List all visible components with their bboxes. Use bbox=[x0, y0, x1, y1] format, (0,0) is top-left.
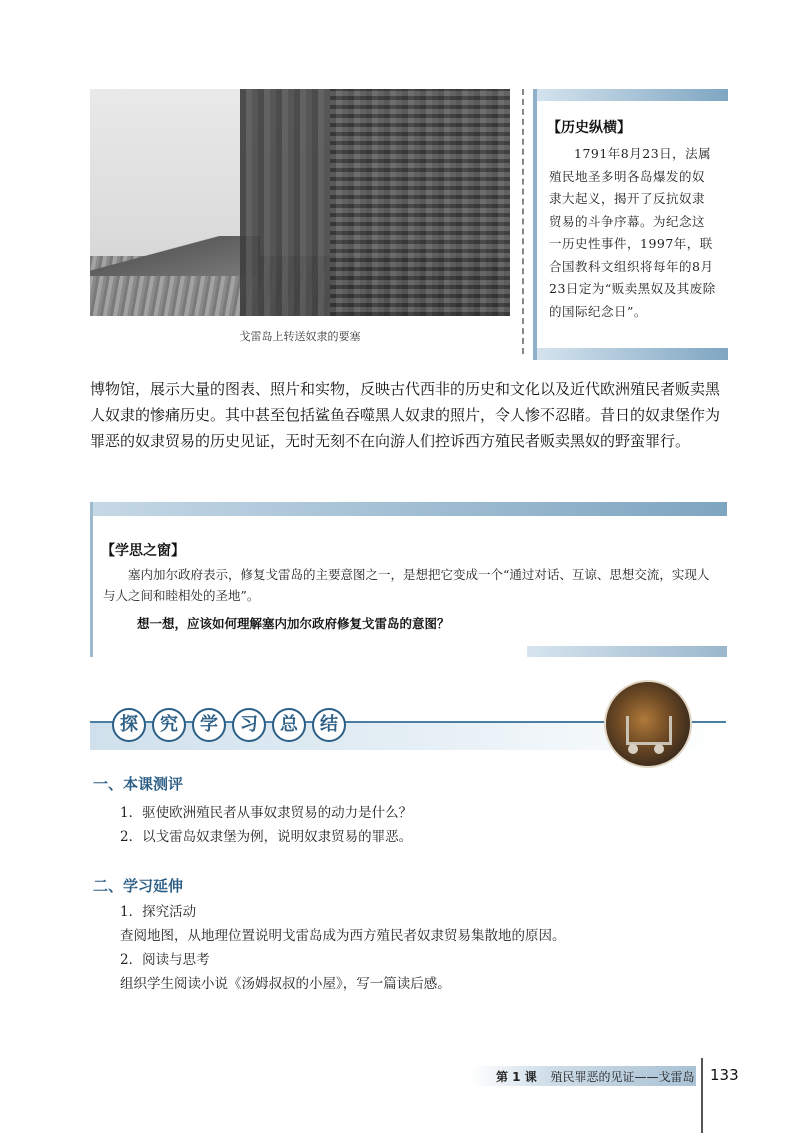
part2-heading: 二、学习延伸 bbox=[93, 877, 184, 895]
footer-divider bbox=[701, 1058, 703, 1133]
part1-item: 1．驱使欧洲殖民者从事奴隶贸易的动力是什么？ bbox=[120, 805, 413, 821]
part2-item: 查阅地图，从地理位置说明戈雷岛成为西方殖民者奴隶贸易集散地的原因。 bbox=[120, 928, 566, 944]
page-number: 133 bbox=[710, 1066, 739, 1084]
part2-item: 1．探究活动 bbox=[120, 904, 197, 920]
part1-heading: 一、本课测评 bbox=[93, 775, 184, 793]
section-char: 总 bbox=[272, 708, 306, 742]
footer-title: 殖民罪恶的见证——戈雷岛 bbox=[550, 1070, 695, 1084]
footer-running-title bbox=[496, 1068, 695, 1085]
mine-cart-photo bbox=[604, 680, 692, 768]
think-box-title: 【学思之窗】 bbox=[101, 543, 185, 559]
part2-item: 2．阅读与思考 bbox=[120, 952, 210, 968]
part2-item: 组织学生阅读小说《汤姆叔叔的小屋》，写一篇读后感。 bbox=[120, 976, 451, 992]
footer-lesson: 第 1 课 bbox=[496, 1070, 537, 1084]
section-title bbox=[112, 708, 346, 742]
main-paragraph: 博物馆，展示大量的图表、照片和实物，反映古代西非的历史和文化以及近代欧洲殖民者贩卖黑人奴隶的惨痛历史。其中甚至包括鲨鱼吞噬黑人奴隶的照片，令人惨不忍睹。昔日的奴隶堡作为罪恶的奴隶贸易的历史见证，无时无刻不在向游人们控诉西方殖民者贩卖黑奴的野蛮罪行。 bbox=[90, 380, 721, 450]
think-box-body: 塞内加尔政府表示，修复戈雷岛的主要意图之一，是想把它变成一个“通过对话、互谅、思想交流，实现人与人之间和睦相处的圣地”。 bbox=[103, 567, 710, 603]
section-char: 究 bbox=[152, 708, 186, 742]
history-box-body: 1791年8月23日，法属殖民地圣多明各岛爆发的奴隶大起义，揭开了反抗奴隶贸易的斗争序幕。为纪念这一历史性事件，1997年，联合国教科文组织将每年的8月23日定为“贩卖黑奴及其废除的国际纪念日”。 bbox=[549, 146, 716, 319]
part1-item: 2．以戈雷岛奴隶堡为例，说明奴隶贸易的罪恶。 bbox=[120, 829, 413, 845]
history-box-title: 【历史纵横】 bbox=[547, 120, 631, 136]
dashed-divider bbox=[522, 89, 524, 354]
history-box bbox=[533, 89, 728, 360]
section-char: 学 bbox=[192, 708, 226, 742]
section-char: 习 bbox=[232, 708, 266, 742]
photo-caption: 戈雷岛上转送奴隶的要塞 bbox=[239, 330, 361, 343]
section-char: 结 bbox=[312, 708, 346, 742]
think-box bbox=[90, 502, 727, 657]
section-char: 探 bbox=[112, 708, 146, 742]
think-box-question: 想一想，应该如何理解塞内加尔政府修复戈雷岛的意图？ bbox=[137, 616, 450, 631]
fortress-photo bbox=[90, 89, 510, 316]
